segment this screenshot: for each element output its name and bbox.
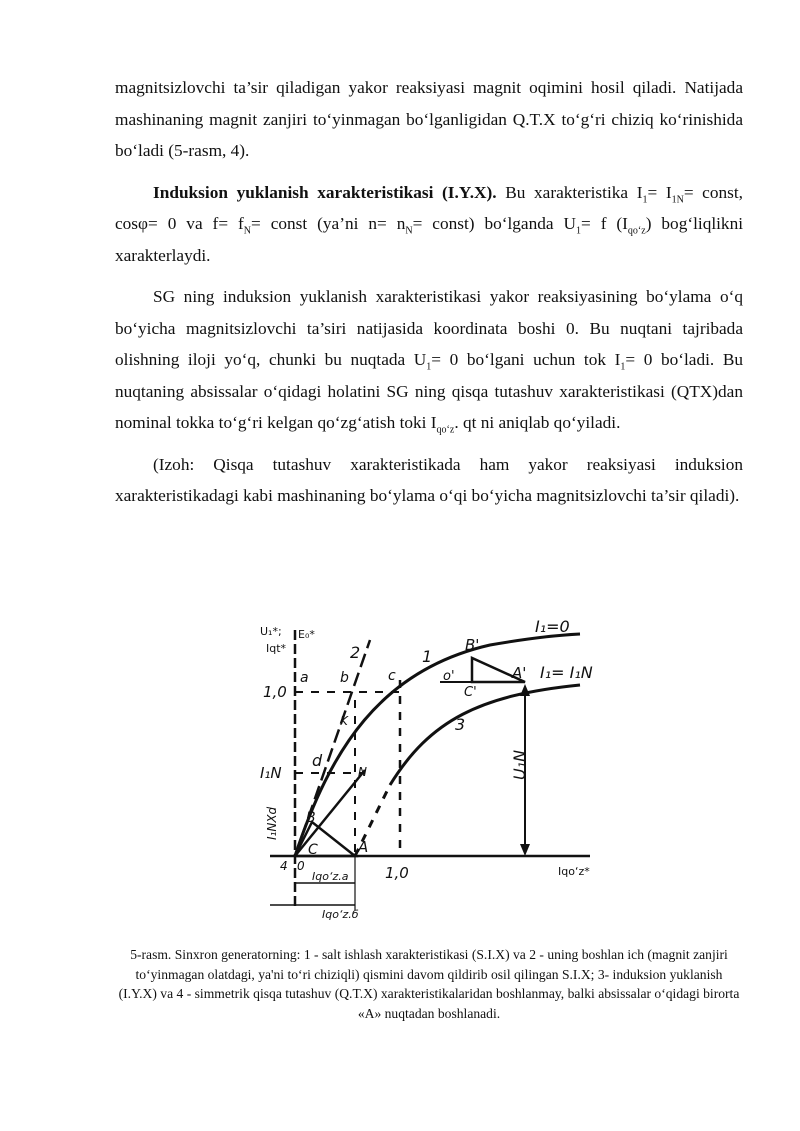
tick-1-0-x: 1,0 (385, 864, 409, 882)
label-A-prime: A' (512, 664, 527, 682)
label-1: 1 (422, 647, 433, 666)
tick-left-vertical: I₁NXd (265, 806, 279, 840)
label-o-prime: o' (443, 669, 455, 684)
figure-caption: 5-rasm. Sinxron generatorning: 1 - salt ishlash xarakteristikasi (S.I.X) va 2 - uning boshlan ich (magnit zanjiri to‘yinmagan olatdagi, ya'ni to‘ri chiziqli) qismini davom qildirib osil qilingan S.I.X; 3- induksion yuklanish (I.Y.X) va 4 - simmetrik qisqa tutashuv (Q.T.X) xarakteristikalaridan boshlanmay, balki absissalar o‘qidagi birorta «A» nuqtadan boshlanadi. (118, 947, 740, 1021)
y-label-1: U₁*; (260, 625, 282, 638)
curve-3-induction-load (390, 685, 580, 785)
paragraph-4: (Izoh: Qisqa tutashuv xarakteristikada ham yakor reaksiyasi induksion xarakteristikadagi kabi mashinaning bo‘ylama o‘qi bo‘yicha magnitsizlovchi ta’sir qiladi). (115, 454, 743, 505)
u1n-arrow-top (520, 684, 530, 696)
label-b: b (340, 670, 349, 686)
paragraph-1: magnitsizlovchi ta’sir qiladigan yakor reaksiyasi magnit oqimini hosil qiladi. Natijada mashinaning magnit zanjiri to‘yinmagan bo‘lganligidan Q.T.X to‘g‘ri chiziq ko‘rinishida bo‘ladi (5-rasm, 4). (115, 78, 743, 160)
label-A: A (358, 838, 369, 856)
e-label: E₀* (298, 628, 315, 641)
paragraph-2: Induksion yuklanish xarakteristikasi (I.Y.X). Bu xarakteristika $I_1= I_{1N}=$ const, cosφ= 0 va $f= f_N=$ const (ya’ni $n= n_N=$ const) bo‘lganda $U_1= f$ $(I_{qo‘z})$ bog‘liqlikni xarakterlaydi. (115, 182, 744, 265)
label-I1-0: I₁=0 (535, 617, 570, 636)
body-text (115, 72, 743, 522)
label-3: 3 (455, 715, 466, 734)
characteristics-diagram (240, 600, 620, 935)
y-label-2: Iqt* (266, 642, 287, 655)
label-I1-I1N: I₁= I₁N (540, 663, 593, 682)
label-c: c (388, 668, 396, 684)
label-Iqoz-b: Iqo‘z.б (322, 908, 359, 921)
label-a: a (300, 670, 309, 686)
label-B: B (306, 810, 316, 826)
label-N: N (358, 765, 367, 779)
section-heading: Induksion yuklanish xarakteristikasi (I.Y.X). (153, 182, 497, 202)
label-U1N: U₁N (510, 749, 529, 780)
label-C: C (308, 842, 318, 858)
tick-I1N: I₁N (260, 764, 282, 782)
label-Iqoz-a: Iqo‘z.a (312, 870, 349, 883)
label-C-prime: C' (464, 685, 477, 700)
u1n-arrow-bottom (520, 844, 530, 856)
label-2: 2 (350, 643, 361, 662)
label-0: 0 (297, 859, 305, 873)
label-K: K (340, 714, 348, 728)
figure-5 (240, 600, 620, 935)
label-d: d (312, 751, 323, 770)
x-label: Iqo‘z* (558, 865, 590, 878)
paragraph-3: SG ning induksion yuklanish xarakteristikasi yakor reaksiyasining bo‘ylama o‘q bo‘yicha magnitsizlovchi ta’siri natijasida koordinata boshi 0. Bu nuqtani tajribada olishning iloji yo‘q, chunki bu nuqtada $U_1= 0$ bo‘lgani uchun tok $I_1= 0$ bo‘ladi. Bu nuqtaning absissalar o‘qidagi holatini SG ning qisqa tutashuv xarakteristikasi (QTX)dan nominal tokka to‘g‘ri kelgan qo‘zg‘atish toki $I_{qo‘z}$. qt ni aniqlab qo‘yiladi. (115, 287, 743, 436)
label-4: 4 (280, 859, 288, 873)
tick-1-0-y: 1,0 (263, 683, 287, 701)
curve-1-no-load (295, 634, 580, 856)
label-B-prime: B' (465, 636, 480, 654)
